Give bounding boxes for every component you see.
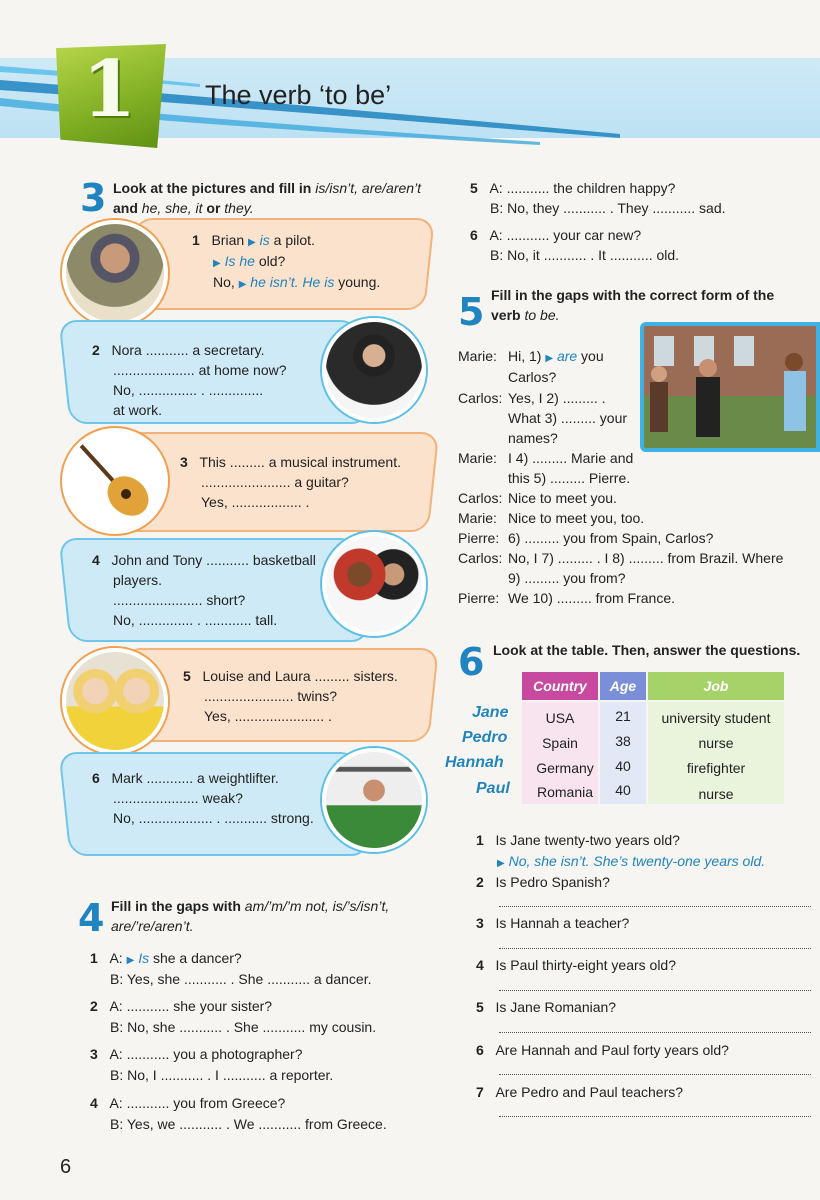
exercise-5-number: 5 [458, 290, 485, 334]
guitar-photo [62, 428, 168, 534]
exercise-3-number: 3 [80, 176, 107, 220]
ex3-item-6-line-2: ...................... weak? [113, 790, 243, 806]
ex6-question-2: 2 Is Pedro Spanish? [476, 874, 610, 890]
secretary-photo [322, 318, 426, 422]
ex3b-item-6-b: B: No, it ........... . It ........... old. [490, 247, 680, 263]
answer-line-6[interactable] [499, 1074, 811, 1075]
exercise-6-instructions: Look at the table. Then, answer the questions. [493, 642, 801, 658]
ex3-item-5-line-2: ....................... twins? [204, 688, 338, 704]
col-header-country: Country [522, 672, 598, 700]
guitar-icon [66, 432, 164, 530]
ex3-item-2-line-2: ..................... at home now? [113, 362, 287, 378]
page-number: 6 [60, 1156, 72, 1178]
ex3-item-6-line-1: 6 Mark ............ a weightlifter. [92, 770, 279, 786]
ex4-item-4-b: B: Yes, we ........... . We ........... from Greece. [110, 1116, 387, 1132]
dialogue-line-9-text: Nice to meet you, too. [508, 510, 645, 526]
row-jane-country: USA [545, 710, 575, 726]
weightlifter-photo [322, 748, 426, 852]
ex4-item-3-a: 3 A: ........... you a photographer? [90, 1046, 303, 1062]
ex3-item-1-line-1: 1 Brian ▶ is a pilot. [192, 232, 315, 248]
dialogue-line-11-text: No, I 7) ......... . I 8) ......... from Brazil. Where [508, 550, 784, 566]
dialogue-line-2-text: Carlos? [508, 369, 557, 385]
dialogue-line-7-text: this 5) ......... Pierre. [508, 470, 631, 486]
ex3b-item-6-a: 6 A: ........... your car new? [470, 227, 642, 243]
ex3b-item-5-b: B: No, they ........... . They ........... sad. [490, 200, 726, 216]
dialogue-line-13-speaker: Pierre: [458, 590, 500, 606]
row-pedro-age: 38 [615, 733, 631, 749]
ex3-item-4-line-4: No, .............. . ............ tall. [113, 612, 278, 628]
row-paul-job: nurse [698, 786, 734, 802]
dialogue-line-11-speaker: Carlos: [458, 550, 503, 566]
dialogue-line-4-text: What 3) ......... your [508, 410, 628, 426]
ex3-item-3-line-2: ....................... a guitar? [201, 474, 349, 490]
row-jane-age: 21 [615, 708, 631, 724]
dialogue-line-8-speaker: Carlos: [458, 490, 503, 506]
dialogue-line-10-text: 6) ......... you from Spain, Carlos? [508, 530, 714, 546]
dialogue-line-1: Marie: [458, 348, 497, 364]
ex4-item-1-a: 1 A: ▶ Is she a dancer? [90, 950, 242, 966]
exercise-3-instructions: Look at the pictures and fill in is/isn’t, are/aren’t and he, she, it or they. [113, 180, 422, 216]
dialogue-line-9-speaker: Marie: [458, 510, 497, 526]
col-header-age: Age [600, 672, 646, 700]
dialogue-line-8-text: Nice to meet you. [508, 490, 617, 506]
dialogue-line-5-text: names? [508, 430, 558, 446]
row-name-hannah: Hannah [445, 754, 504, 771]
answer-line-3[interactable] [499, 948, 811, 949]
row-jane-job: university student [661, 710, 771, 726]
dialogue-line-3-text: Yes, I 2) ......... . [508, 390, 606, 406]
row-hannah-job: firefighter [686, 760, 746, 776]
row-name-paul: Paul [476, 780, 510, 797]
twins-photo [62, 648, 168, 754]
dialogue-line-3-speaker: Carlos: [458, 390, 503, 406]
row-pedro-job: nurse [698, 735, 734, 751]
students-photo [640, 322, 820, 452]
ex6-question-5: 5 Is Jane Romanian? [476, 999, 617, 1015]
ex4-item-3-b: B: No, I ........... . I ........... a reporter. [110, 1067, 334, 1083]
row-paul-age: 40 [615, 782, 631, 798]
answer-line-5[interactable] [499, 1032, 811, 1033]
dialogue-line-6-speaker: Marie: [458, 450, 497, 466]
col-header-job: Job [648, 672, 784, 700]
ex3-item-4-line-2: players. [113, 572, 163, 588]
unit-title: The verb ‘to be’ [205, 80, 392, 110]
ex3-item-2-line-1: 2 Nora ........... a secretary. [92, 342, 265, 358]
ex3-item-2-line-4: at work. [113, 402, 163, 418]
row-hannah-age: 40 [615, 758, 631, 774]
dialogue-line-6-text: I 4) ......... Marie and [508, 450, 634, 466]
pilot-photo [62, 220, 168, 326]
row-paul-country: Romania [536, 784, 594, 800]
dialogue-line-1-text: Hi, 1) ▶ are you [508, 348, 604, 364]
ex6-question-6: 6 Are Hannah and Paul forty years old? [476, 1042, 729, 1058]
ex4-item-2-b: B: No, she ........... . She ........... my cousin. [110, 1019, 377, 1035]
row-pedro-country: Spain [542, 735, 578, 751]
ex6-question-1: 1 Is Jane twenty-two years old? [476, 832, 680, 848]
ex3-item-5-line-1: 5 Louise and Laura ......... sisters. [183, 668, 398, 684]
ex6-question-3: 3 Is Hannah a teacher? [476, 915, 630, 931]
unit-number: 1 [82, 44, 137, 135]
exercise-6-number: 6 [458, 640, 485, 684]
exercise-4-number: 4 [78, 896, 105, 940]
ex3-item-4-line-3: ....................... short? [113, 592, 246, 608]
ex4-item-1-b: B: Yes, she ........... . She ........... a dancer. [110, 971, 372, 987]
dialogue-line-10-speaker: Pierre: [458, 530, 500, 546]
ex3-item-1-line-3: No, ▶ he isn’t. He is young. [213, 274, 381, 290]
exercise-5-instructions: Fill in the gaps with the correct form of the verb to be. [491, 287, 775, 323]
answer-line-4[interactable] [499, 990, 811, 991]
row-name-jane: Jane [472, 704, 509, 721]
ex6-question-7: 7 Are Pedro and Paul teachers? [476, 1084, 684, 1100]
ex3-item-3-line-3: Yes, .................. . [201, 494, 310, 510]
row-name-pedro: Pedro [462, 729, 508, 746]
ex3-item-1-line-2: ▶ Is he old? [213, 253, 286, 269]
row-hannah-country: Germany [536, 760, 594, 776]
answer-line-7[interactable] [499, 1116, 811, 1117]
dialogue-line-13-text: We 10) ......... from France. [508, 590, 676, 606]
ex4-item-4-a: 4 A: ........... you from Greece? [90, 1095, 286, 1111]
ex3-item-6-line-3: No, ................... . ........... strong. [113, 810, 314, 826]
students-illustration [644, 326, 820, 452]
exercise-4-instructions: Fill in the gaps with am/’m/’m not, is/’s/isn’t, are/’re/aren’t. [111, 898, 390, 934]
ex3-item-5-line-3: Yes, ....................... . [204, 708, 332, 724]
ex6-answer-1: ▶ No, she isn’t. She’s twenty-one years old. [497, 853, 766, 869]
basketball-players-photo [322, 532, 426, 636]
ex3-item-3-line-1: 3 This ......... a musical instrument. [180, 454, 401, 470]
ex3-item-2-line-3: No, ............... . .............. [113, 382, 264, 398]
ex6-question-4: 4 Is Paul thirty-eight years old? [476, 957, 676, 973]
ex3b-item-5-a: 5 A: ........... the children happy? [470, 180, 676, 196]
ex4-item-2-a: 2 A: ........... she your sister? [90, 998, 273, 1014]
ex3-item-4-line-1: 4 John and Tony ........... basketball [92, 552, 316, 568]
answer-line-2[interactable] [499, 906, 811, 907]
dialogue-line-12-text: 9) ......... you from? [508, 570, 626, 586]
